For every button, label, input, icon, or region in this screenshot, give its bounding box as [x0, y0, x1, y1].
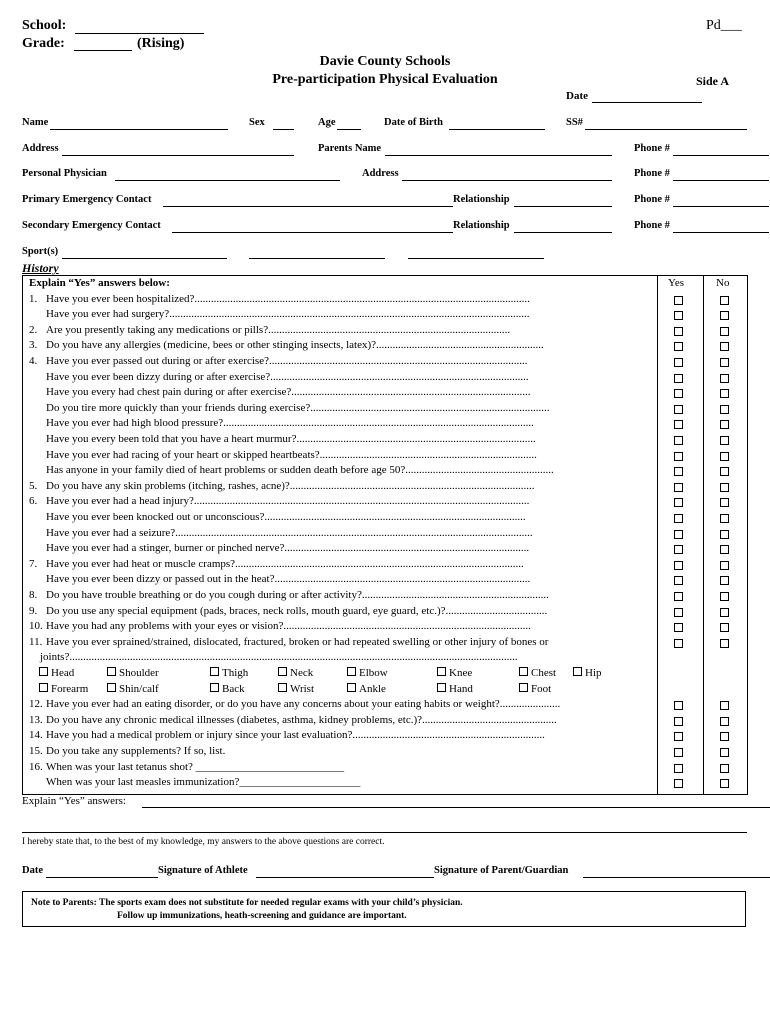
question-number: 16.: [29, 760, 43, 773]
question-text: Have you ever had racing of your heart or skipped heartbeats?...............................................................................: [46, 448, 537, 461]
yes-checkbox[interactable]: [674, 374, 683, 383]
body-part-option[interactable]: [519, 667, 556, 679]
no-checkbox[interactable]: [720, 623, 729, 632]
phone1-label: Phone #: [634, 143, 670, 154]
question-text: When was your last measles immunization?______________________: [46, 776, 361, 789]
question-number: 15.: [29, 745, 43, 757]
body-part-label: Hip: [585, 667, 602, 679]
yes-checkbox[interactable]: [674, 436, 683, 445]
question-row: [29, 292, 530, 308]
sport3-field[interactable]: [408, 258, 544, 259]
physician-field[interactable]: [115, 180, 340, 181]
question-row: [46, 775, 360, 791]
yes-checkbox[interactable]: [674, 530, 683, 539]
dob-label: Date of Birth: [384, 117, 443, 128]
body-part-option[interactable]: [39, 667, 74, 679]
yes-checkbox[interactable]: [674, 514, 683, 523]
question-text: Have you ever had a stinger, burner or pinched nerve?.........................................................................................: [46, 542, 530, 555]
note-line2: Follow up immunizations, heath-screening and guidance are important.: [117, 911, 407, 921]
body-part-option[interactable]: [107, 683, 159, 695]
yes-checkbox[interactable]: [674, 498, 683, 507]
body-part-checkbox[interactable]: [278, 683, 287, 692]
no-checkbox[interactable]: [720, 483, 729, 492]
no-checkbox[interactable]: [720, 467, 729, 476]
question-row: [46, 432, 536, 448]
explain-yes-answers-line2[interactable]: [22, 832, 747, 833]
question-number: 12.: [29, 698, 43, 711]
question-row: [46, 541, 529, 557]
yes-checkbox[interactable]: [674, 608, 683, 617]
yes-checkbox[interactable]: [674, 576, 683, 585]
question-row: [29, 697, 560, 713]
body-part-option[interactable]: [437, 683, 473, 695]
question-text: Have you ever been dizzy during or after exercise?..............................................................................................: [46, 370, 529, 383]
secondary-contact-field[interactable]: [172, 232, 453, 233]
question-row: [29, 604, 547, 620]
body-part-checkbox[interactable]: [39, 683, 48, 692]
question-row: [29, 323, 510, 339]
phone1-field[interactable]: [673, 155, 769, 156]
body-part-label: Chest: [531, 667, 557, 679]
question-11-continued: joints?...................................................................................................................................................................: [40, 651, 518, 664]
no-checkbox[interactable]: [720, 358, 729, 367]
form-title: Pre-participation Physical Evaluation: [272, 72, 498, 87]
phone3-field[interactable]: [673, 206, 769, 207]
body-part-checkbox[interactable]: [519, 667, 528, 676]
phone2-field[interactable]: [673, 180, 769, 181]
no-column-divider: [703, 276, 704, 794]
body-part-option[interactable]: [347, 667, 388, 679]
body-part-label: Neck: [290, 667, 314, 679]
age-field[interactable]: [337, 129, 361, 130]
body-part-label: Head: [51, 667, 75, 679]
relationship1-field[interactable]: [514, 206, 612, 207]
address-field[interactable]: [62, 155, 294, 156]
question-number: 1.: [29, 292, 38, 305]
body-part-option[interactable]: [278, 667, 313, 679]
question-row: [46, 526, 533, 542]
yes-checkbox[interactable]: [674, 639, 683, 648]
body-part-label: Back: [222, 682, 245, 695]
no-header: No: [716, 277, 730, 289]
no-checkbox[interactable]: [720, 311, 729, 320]
yes-checkbox[interactable]: [674, 311, 683, 320]
question-row: [46, 416, 534, 432]
explain-yes-answers-label: Explain “Yes” answers:: [22, 795, 126, 807]
parents-name-label: Parents Name: [318, 143, 382, 154]
explain-yes-header: Explain “Yes” answers below:: [29, 277, 170, 289]
question-row: [29, 619, 531, 635]
sex-label: Sex: [249, 117, 265, 128]
no-checkbox[interactable]: [720, 701, 729, 710]
yes-checkbox[interactable]: [674, 748, 683, 757]
signature-date-label: Date: [22, 865, 43, 876]
question-text: Do you tire more quickly than your friends during exercise?.......................................................................................: [46, 401, 550, 414]
body-part-checkbox[interactable]: [347, 683, 356, 692]
phone2-label: Phone #: [634, 168, 670, 179]
yes-checkbox[interactable]: [674, 623, 683, 632]
no-checkbox[interactable]: [720, 717, 729, 726]
question-row: [29, 557, 524, 573]
period-label: Pd___: [706, 18, 742, 33]
body-part-option[interactable]: [347, 683, 386, 695]
yes-checkbox[interactable]: [674, 389, 683, 398]
yes-checkbox[interactable]: [674, 420, 683, 429]
yes-column-divider: [657, 276, 658, 794]
body-part-checkbox[interactable]: [437, 667, 446, 676]
question-11: [29, 635, 548, 651]
body-part-label: Shoulder: [119, 667, 159, 679]
question-row: [46, 401, 549, 417]
note-line1: Note to Parents: The sports exam does not substitute for needed regular exams with your child’s physician.: [31, 898, 463, 908]
question-text: Have you ever had high blood pressure?.................................................................................................................: [46, 417, 534, 430]
body-part-label: Wrist: [290, 682, 314, 695]
physician-address-field[interactable]: [402, 180, 612, 181]
question-text: Have you ever had a head injury?..........................................................................................................................: [46, 495, 530, 508]
no-checkbox[interactable]: [720, 296, 729, 305]
question-row: [29, 354, 527, 370]
grade-field[interactable]: [74, 50, 132, 51]
no-checkbox[interactable]: [720, 374, 729, 383]
question-number: 6.: [29, 495, 38, 508]
question-text: Are you presently taking any medications or pills?........................................................................................: [46, 323, 511, 336]
question-row: [29, 728, 545, 744]
question-row: [29, 744, 225, 760]
yes-checkbox[interactable]: [674, 467, 683, 476]
no-checkbox[interactable]: [720, 779, 729, 788]
body-part-label: Thigh: [222, 667, 249, 679]
statement-text: I hereby state that, to the best of my knowledge, my answers to the above questions are correct.: [22, 837, 385, 847]
question-text: Have you ever been dizzy or passed out in the heat?.............................................................................................: [46, 573, 531, 586]
date-label: Date: [566, 90, 588, 102]
name-label: Name: [22, 117, 49, 128]
no-checkbox[interactable]: [720, 436, 729, 445]
parents-name-field[interactable]: [385, 155, 612, 156]
body-part-option[interactable]: [210, 667, 248, 679]
no-checkbox[interactable]: [720, 498, 729, 507]
no-checkbox[interactable]: [720, 342, 729, 351]
body-part-label: Ankle: [359, 682, 386, 695]
no-checkbox[interactable]: [720, 405, 729, 414]
yes-checkbox[interactable]: [674, 545, 683, 554]
question-row: [46, 448, 537, 464]
question-number: 9.: [29, 604, 38, 617]
question-text: Have you ever had a seizure?..................................................................................................................................: [46, 526, 533, 539]
question-number: 5.: [29, 479, 38, 492]
question-text: Has anyone in your family died of heart problems or sudden death before age 50?......................................................: [46, 464, 554, 477]
question-text: Do you have any skin problems (itching, rashes, acne)?.........................................................................................: [46, 479, 535, 492]
yes-checkbox[interactable]: [674, 561, 683, 570]
physician-label: Personal Physician: [22, 168, 107, 179]
phone3-label: Phone #: [634, 194, 670, 205]
body-part-checkbox[interactable]: [573, 667, 582, 676]
body-part-label: Hand: [449, 682, 473, 695]
age-label: Age: [318, 117, 336, 128]
school-label: School:: [22, 18, 67, 33]
body-part-option[interactable]: [107, 667, 159, 679]
no-checkbox[interactable]: [720, 732, 729, 741]
yes-checkbox[interactable]: [674, 296, 683, 305]
question-text: Have you ever passed out during or after exercise?..............................................................................................: [46, 355, 528, 367]
no-checkbox[interactable]: [720, 420, 729, 429]
physician-address-label: Address: [362, 168, 399, 179]
date-field[interactable]: [592, 102, 702, 103]
body-part-option[interactable]: [210, 683, 245, 695]
question-number: 11.: [29, 635, 43, 648]
body-part-option[interactable]: [573, 667, 602, 679]
yes-checkbox[interactable]: [674, 717, 683, 726]
question-row: [29, 588, 549, 604]
parent-signature-field[interactable]: [583, 877, 770, 878]
body-part-option[interactable]: [519, 683, 551, 695]
question-text: Have you had a medical problem or injury since your last evaluation?......................................................................: [46, 729, 545, 742]
athlete-signature-field[interactable]: [256, 877, 434, 878]
question-text: Have you ever been knocked out or unconscious?...............................................................................................: [46, 511, 526, 523]
no-checkbox[interactable]: [720, 389, 729, 398]
relationship1-label: Relationship: [453, 194, 510, 205]
question-text: Have you had any problems with your eyes or vision?..........................................................................................: [46, 620, 531, 633]
yes-checkbox[interactable]: [674, 358, 683, 367]
question-number: 2.: [29, 323, 38, 336]
body-part-option[interactable]: [39, 683, 88, 695]
body-part-checkbox[interactable]: [519, 683, 528, 692]
question-text: Have you ever had heat or muscle cramps?.........................................................................................................: [46, 557, 524, 570]
no-checkbox[interactable]: [720, 545, 729, 554]
body-part-checkbox[interactable]: [437, 683, 446, 692]
signature-date-field[interactable]: [46, 877, 158, 878]
athlete-signature-label: Signature of Athlete: [158, 865, 248, 876]
yes-checkbox[interactable]: [674, 405, 683, 414]
name-field[interactable]: [50, 129, 228, 130]
question-number: 3.: [29, 339, 38, 352]
no-checkbox[interactable]: [720, 561, 729, 570]
question-text: Have you every had chest pain during or after exercise?.......................................................................................: [46, 386, 531, 399]
sports-label: Sport(s): [22, 246, 59, 257]
primary-contact-label: Primary Emergency Contact: [22, 194, 152, 205]
body-part-label: Foot: [531, 682, 552, 695]
body-part-checkbox[interactable]: [210, 667, 219, 676]
question-row: [29, 713, 557, 729]
question-text: Do you have any allergies (medicine, bees or other stinging insects, latex)?.............................................................: [46, 339, 544, 352]
question-text: Do you have any chronic medical illnesses (diabetes, asthma, kidney problems, etc.)?.................................................: [46, 713, 557, 726]
sex-field[interactable]: [273, 129, 294, 130]
yes-checkbox[interactable]: [674, 764, 683, 773]
no-checkbox[interactable]: [720, 639, 729, 648]
ssn-field[interactable]: [585, 129, 747, 130]
school-field[interactable]: [75, 33, 204, 34]
history-table: [22, 275, 748, 795]
body-part-checkbox[interactable]: [107, 667, 116, 676]
question-text: Do you have trouble breathing or do you cough during or after activity?....................................................................: [46, 589, 549, 601]
body-part-label: Shin/calf: [119, 682, 159, 695]
dob-field[interactable]: [449, 129, 545, 130]
rising-label: (Rising): [137, 36, 185, 51]
no-checkbox[interactable]: [720, 327, 729, 336]
body-part-checkbox[interactable]: [278, 667, 287, 676]
yes-checkbox[interactable]: [674, 779, 683, 788]
ssn-label: SS#: [566, 117, 583, 128]
yes-checkbox[interactable]: [674, 327, 683, 336]
no-checkbox[interactable]: [720, 514, 729, 523]
parent-signature-label: Signature of Parent/Guardian: [434, 865, 569, 876]
history-title: History: [22, 261, 59, 275]
question-row: [46, 572, 530, 588]
grade-label: Grade:: [22, 36, 65, 51]
question-text: Have you ever been hospitalized?..........................................................................................................................: [46, 292, 530, 305]
no-checkbox[interactable]: [720, 608, 729, 617]
question-row: [46, 385, 531, 401]
question-text: Have you ever had surgery?...................................................................................................................................: [46, 308, 530, 321]
body-part-option[interactable]: [437, 667, 472, 679]
sport2-field[interactable]: [249, 258, 385, 259]
relationship2-field[interactable]: [514, 232, 612, 233]
body-part-checkbox[interactable]: [347, 667, 356, 676]
question-row: [29, 494, 529, 510]
question-row: [46, 510, 526, 526]
address-label: Address: [22, 143, 59, 154]
phone4-field[interactable]: [673, 232, 769, 233]
question-row: [29, 479, 535, 495]
question-number: 13.: [29, 713, 43, 726]
relationship2-label: Relationship: [453, 220, 510, 231]
question-number: 8.: [29, 589, 38, 601]
question-text: Have you ever had an eating disorder, or do you have any concerns about your eating habits or weight?......................: [46, 698, 561, 711]
question-row: [46, 463, 554, 479]
body-part-checkbox[interactable]: [210, 683, 219, 692]
question-text: Have you every been told that you have a heart murmur?.......................................................................................: [46, 433, 536, 445]
question-text: Have you ever sprained/strained, dislocated, fractured, broken or had repeated swelling or other injury of bones or: [46, 635, 549, 648]
yes-checkbox[interactable]: [674, 732, 683, 741]
yes-checkbox[interactable]: [674, 592, 683, 601]
side-label: Side A: [696, 74, 730, 88]
no-checkbox[interactable]: [720, 592, 729, 601]
no-checkbox[interactable]: [720, 530, 729, 539]
yes-checkbox[interactable]: [674, 483, 683, 492]
body-part-checkbox[interactable]: [39, 667, 48, 676]
body-part-label: Knee: [449, 667, 473, 679]
secondary-contact-label: Secondary Emergency Contact: [22, 220, 161, 231]
question-number: 10.: [29, 620, 43, 633]
question-text: Do you take any supplements? If so, list.: [46, 745, 226, 757]
question-number: 4.: [29, 355, 38, 367]
yes-checkbox[interactable]: [674, 452, 683, 461]
yes-header: Yes: [668, 277, 685, 289]
no-checkbox[interactable]: [720, 748, 729, 757]
explain-yes-answers-field[interactable]: [142, 807, 770, 808]
question-row: [29, 760, 344, 776]
yes-checkbox[interactable]: [674, 342, 683, 351]
primary-contact-field[interactable]: [163, 206, 453, 207]
phone4-label: Phone #: [634, 220, 670, 231]
sport1-field[interactable]: [62, 258, 227, 259]
no-checkbox[interactable]: [720, 576, 729, 585]
no-checkbox[interactable]: [720, 764, 729, 773]
question-text: When was your last tetanus shot? ___________________________: [46, 760, 345, 773]
body-part-label: Forearm: [51, 682, 89, 695]
question-number: 7.: [29, 557, 38, 570]
note-to-parents: [22, 891, 746, 927]
question-row: [46, 370, 529, 386]
question-text: Do you use any special equipment (pads, braces, neck rolls, mouth guard, eye guard, etc.)?.....................................: [46, 604, 548, 617]
question-row: [46, 307, 529, 323]
body-part-option[interactable]: [278, 683, 314, 695]
body-part-checkbox[interactable]: [107, 683, 116, 692]
district-title: Davie County Schools: [319, 54, 451, 69]
question-number: 14.: [29, 729, 43, 742]
question-row: [29, 338, 544, 354]
no-checkbox[interactable]: [720, 452, 729, 461]
body-part-label: Elbow: [359, 667, 388, 679]
yes-checkbox[interactable]: [674, 701, 683, 710]
